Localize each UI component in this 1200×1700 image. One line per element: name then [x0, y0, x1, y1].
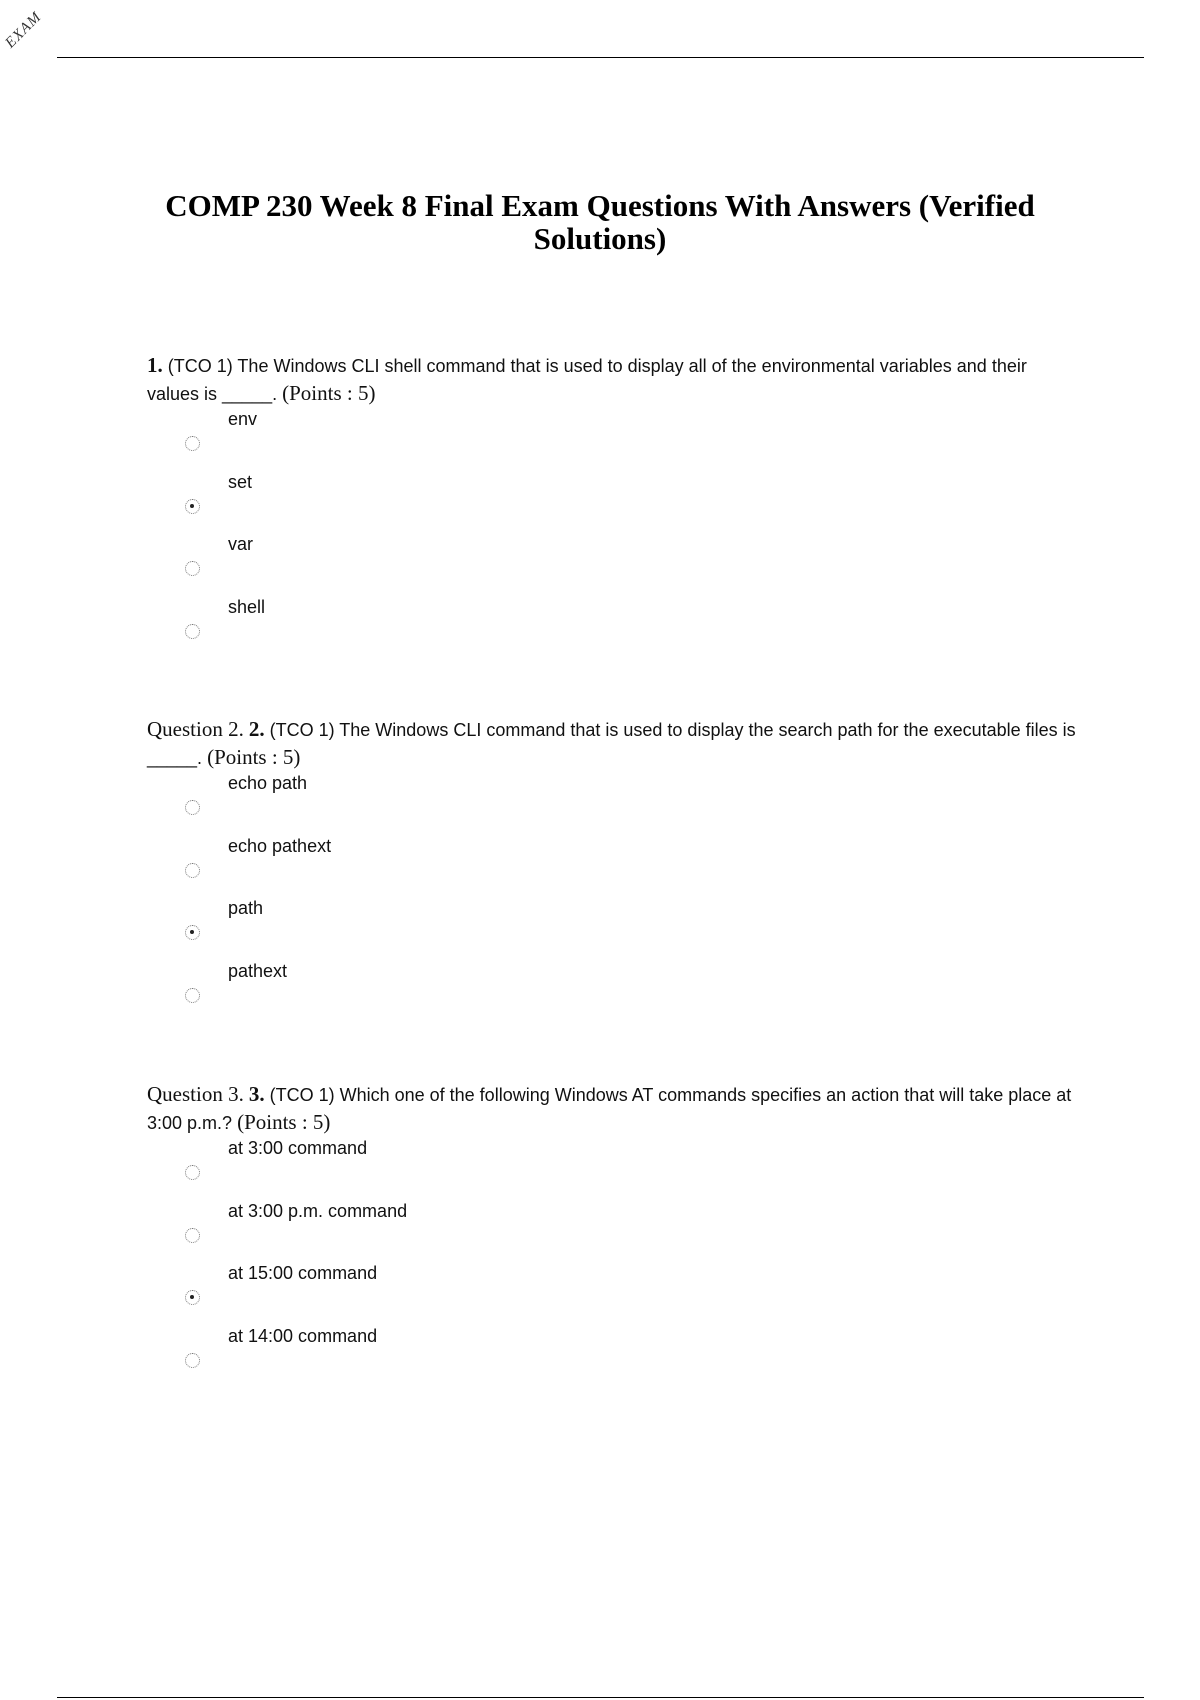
answer-option-label: var [228, 534, 254, 554]
radio-button[interactable] [185, 1353, 200, 1368]
radio-button-selected[interactable] [185, 499, 200, 514]
title-line-1: COMP 230 Week 8 Final Exam Questions With Answers (Verified [165, 187, 1035, 223]
question-3-text [147, 1081, 1077, 1137]
question-3-prompt: (TCO 1) Which one of the following Windows AT commands specifies an action that will take place at 3:00 p.m.? [147, 1085, 1072, 1133]
question-2-text [147, 716, 1077, 772]
radio-button[interactable] [185, 436, 200, 451]
footer-rule [57, 1697, 1144, 1698]
answer-option[interactable] [147, 960, 1077, 1023]
question-1 [147, 352, 1077, 658]
answer-option-label: pathext [228, 960, 288, 981]
answer-option-label: set [228, 471, 253, 492]
question-3-number: 3. [248, 1082, 265, 1106]
question-1-text [147, 352, 1077, 408]
answer-option-label: at 15:00 command [228, 1263, 378, 1283]
answer-option[interactable] [147, 1200, 1077, 1263]
answer-option[interactable] [147, 533, 1077, 596]
radio-button[interactable] [185, 988, 200, 1003]
answer-option[interactable] [147, 408, 1077, 471]
answer-option[interactable] [147, 835, 1077, 898]
answer-option[interactable] [147, 1137, 1077, 1200]
answer-option[interactable] [147, 471, 1077, 534]
question-2 [147, 716, 1077, 1022]
answer-option-label: echo pathext [228, 835, 332, 856]
question-1-prompt: (TCO 1) The Windows CLI shell command that is used to display all of the environmental variables and their values is _____. [147, 356, 1027, 404]
radio-button[interactable] [185, 800, 200, 815]
radio-button[interactable] [185, 561, 200, 576]
question-3-prefix: Question 3. [147, 1082, 244, 1106]
exam-watermark: EXAM [2, 8, 45, 52]
question-2-points: (Points : 5) [207, 745, 301, 769]
radio-button-selected[interactable] [185, 925, 200, 940]
answer-option[interactable] [147, 897, 1077, 960]
answer-option-label: echo path [228, 773, 308, 793]
answer-option-label: at 3:00 p.m. command [228, 1200, 408, 1221]
page-title [140, 189, 1060, 255]
question-1-options [147, 408, 1077, 658]
question-1-points: (Points : 5) [282, 381, 376, 405]
answer-option[interactable] [147, 1262, 1077, 1325]
question-3-options [147, 1137, 1077, 1387]
question-3-points: (Points : 5) [237, 1110, 331, 1134]
question-2-number: 2. [248, 717, 265, 741]
radio-button-selected[interactable] [185, 1290, 200, 1305]
radio-button[interactable] [185, 1165, 200, 1180]
title-line-2: Solutions) [533, 220, 667, 256]
answer-option[interactable] [147, 772, 1077, 835]
answer-option-label: at 3:00 command [228, 1138, 368, 1158]
header-rule [57, 57, 1144, 58]
answer-option-label: shell [228, 596, 266, 617]
answer-option-label: env [228, 409, 258, 429]
answer-option-label: at 14:00 command [228, 1325, 378, 1346]
question-2-prompt: (TCO 1) The Windows CLI command that is used to display the search path for the executable files is _____. [147, 720, 1076, 768]
answer-option[interactable] [147, 596, 1077, 659]
question-1-number: 1. [147, 353, 163, 377]
answer-option-label: path [228, 898, 264, 918]
question-3 [147, 1081, 1077, 1387]
radio-button[interactable] [185, 863, 200, 878]
radio-button[interactable] [185, 624, 200, 639]
answer-option[interactable] [147, 1325, 1077, 1388]
radio-button[interactable] [185, 1228, 200, 1243]
question-2-options [147, 772, 1077, 1022]
question-2-prefix: Question 2. [147, 717, 244, 741]
